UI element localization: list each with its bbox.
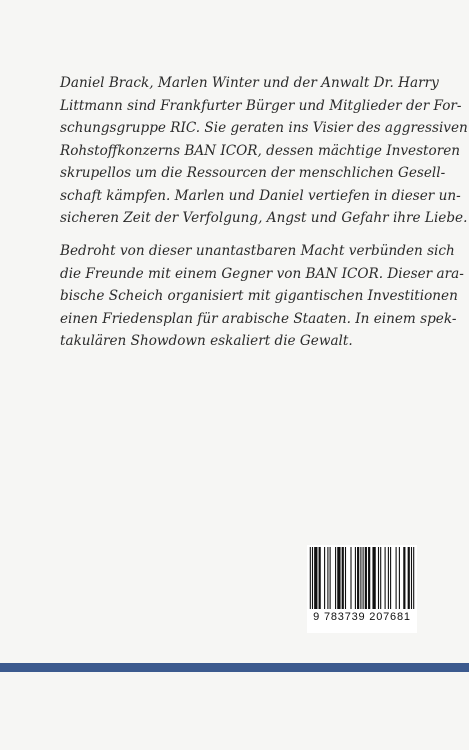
blurb-line: schaft kämpfen. Marlen und Daniel vertiefen in dieser un- [60, 187, 461, 204]
barcode-bar [319, 547, 321, 609]
barcode-bar [345, 547, 346, 609]
barcode-bar [385, 547, 386, 609]
bottom-stripe [0, 663, 469, 672]
blurb-line: einen Friedensplan für arabische Staaten. In einem spek- [60, 310, 457, 327]
blurb-paragraph-1 [60, 72, 468, 230]
blurb-line: skrupellos um die Ressourcen der menschlichen Gesell- [60, 165, 446, 181]
barcode-bar [337, 547, 340, 609]
blurb-line: Rohstoffkonzerns BAN ICOR, dessen mächtige Investoren [60, 142, 461, 159]
barcode-bar [335, 547, 336, 609]
barcode-bar [368, 547, 370, 609]
blurb-paragraph-2 [60, 240, 464, 353]
isbn-barcode [307, 545, 417, 633]
barcode-bar [380, 547, 381, 609]
blurb-line: sicheren Zeit der Verfolgung, Angst und Gefahr ihre Liebe. [60, 210, 468, 226]
barcode-bar [355, 547, 356, 609]
barcode-bar [388, 547, 389, 609]
barcode-bar [363, 547, 364, 609]
barcode-bar [324, 547, 325, 609]
blurb-line: bische Scheich organisiert mit gigantischen Investitionen [60, 288, 458, 304]
blurb-line: takulären Showdown eskaliert die Gewalt. [60, 333, 353, 349]
barcode-bar [327, 547, 328, 609]
blurb-line: Daniel Brack, Marlen Winter und der Anwalt Dr. Harry [60, 75, 439, 91]
barcode-bar [408, 547, 410, 609]
blurb-line: schungsgruppe RIC. Sie geraten ins Visier des aggressiven [60, 120, 468, 136]
barcode-bar [411, 547, 412, 609]
barcode-bar [330, 547, 331, 609]
barcode-bar [310, 547, 311, 609]
barcode-bar [342, 547, 344, 609]
barcode-bar [390, 547, 391, 609]
barcode-bar [365, 547, 367, 609]
barcode-bar [378, 547, 379, 609]
blurb-line: Bedroht von dieser unantastbaren Macht verbünden sich [60, 243, 455, 259]
blurb-line: Littmann sind Frankfurter Bürger und Mitglieder der For- [60, 97, 462, 114]
barcode-bar [399, 547, 400, 609]
barcode-bar [372, 547, 375, 609]
barcode-digits: 9 783739 207681 [313, 611, 411, 623]
barcode-bars [307, 545, 417, 611]
barcode-bar [357, 547, 359, 609]
barcode-bar [314, 547, 317, 609]
barcode-bar [360, 547, 361, 609]
barcode-bar [312, 547, 313, 609]
barcode-bar [413, 547, 414, 609]
barcode-bar [350, 547, 351, 609]
barcode-bar [403, 547, 405, 609]
barcode-bar [396, 547, 397, 609]
blurb-line: die Freunde mit einem Gegner von BAN ICOR. Dieser ara- [60, 265, 464, 282]
